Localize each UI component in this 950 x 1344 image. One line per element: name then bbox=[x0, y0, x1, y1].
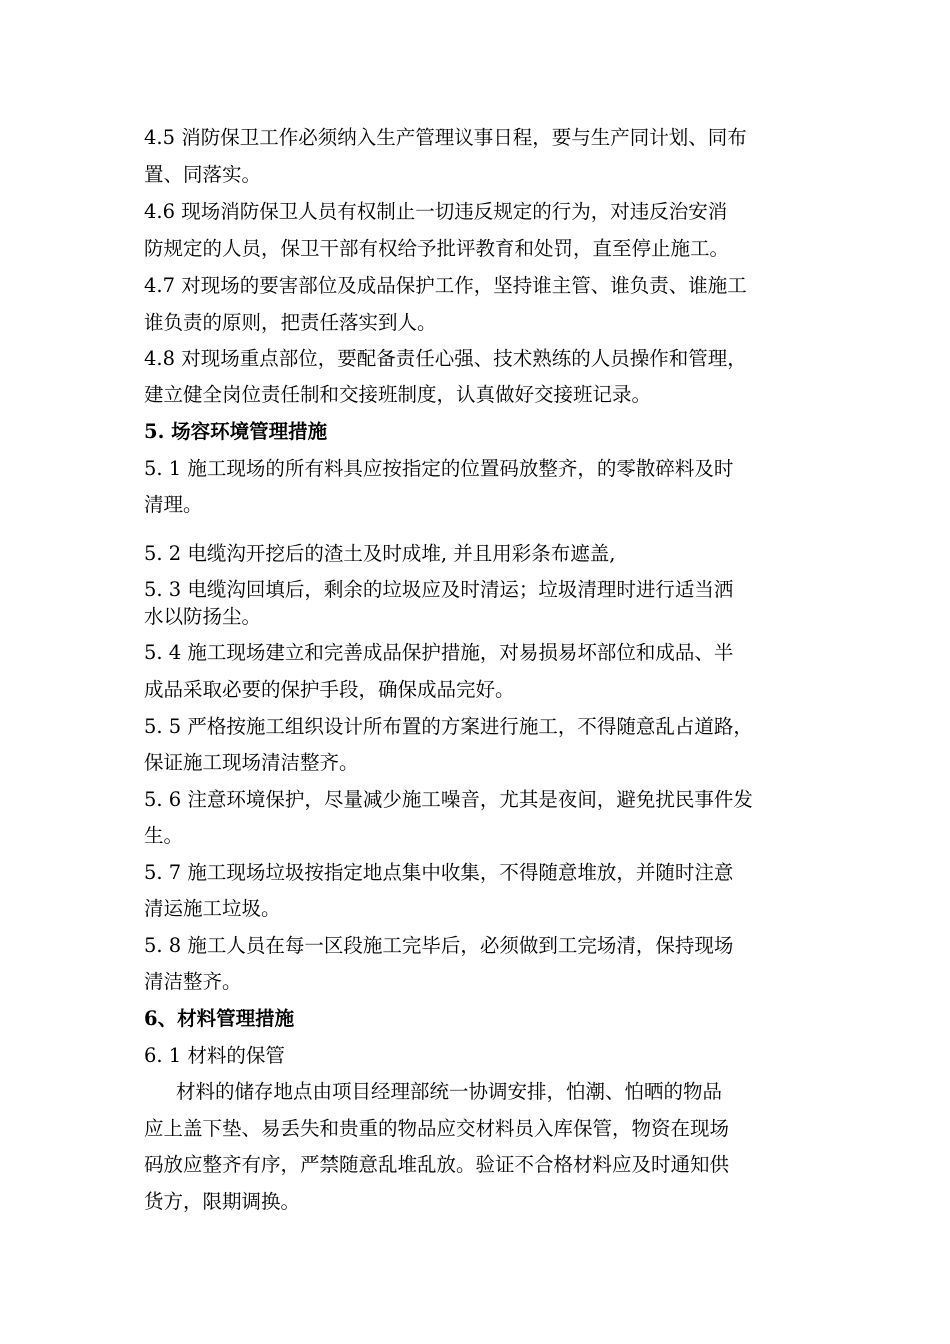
paragraph-5-5-line-1: 5. 5 严格按施工组织设计所布置的方案进行施工，不得随意乱占道路， bbox=[144, 715, 753, 738]
paragraph-6-1-line-4: 货方，限期调换。 bbox=[144, 1190, 301, 1213]
heading-subsection-6-1: 6. 1 材料的保管 bbox=[144, 1044, 285, 1067]
paragraph-4-8-line-1: 4.8 对现场重点部位，要配备责任心强、技术熟练的人员操作和管理， bbox=[144, 347, 747, 370]
paragraph-4-8-line-2: 建立健全岗位责任制和交接班制度，认真做好交接班记录。 bbox=[144, 383, 652, 406]
paragraph-5-7-line-2: 清运施工垃圾。 bbox=[144, 897, 281, 920]
paragraph-4-5-line-1: 4.5 消防保卫工作必须纳入生产管理议事日程，要与生产同计划、同布 bbox=[144, 126, 747, 149]
paragraph-5-3-line-1: 5. 3 电缆沟回填后，剩余的垃圾应及时清运；垃圾清理时进行适当洒 bbox=[144, 578, 734, 601]
paragraph-6-1-line-1: 材料的储存地点由项目经理部统一协调安排，怕潮、怕晒的物品 bbox=[176, 1080, 723, 1103]
paragraph-5-4-line-2: 成品采取必要的保护手段，确保成品完好。 bbox=[144, 678, 515, 701]
paragraph-4-7-line-1: 4.7 对现场的要害部位及成品保护工作，坚持谁主管、谁负责、谁施工 bbox=[144, 274, 747, 297]
paragraph-5-1-line-2: 清理。 bbox=[144, 493, 203, 516]
paragraph-4-7-line-2: 谁负责的原则，把责任落实到人。 bbox=[144, 311, 437, 334]
paragraph-5-6-line-2: 生。 bbox=[144, 824, 184, 847]
paragraph-5-3-line-2: 水以防扬尘。 bbox=[144, 605, 262, 628]
paragraph-5-1-line-1: 5. 1 施工现场的所有料具应按指定的位置码放整齐，的零散碎料及时 bbox=[144, 457, 734, 480]
paragraph-6-1-line-3: 码放应整齐有序，严禁随意乱堆乱放。验证不合格材料应及时通知供 bbox=[144, 1153, 730, 1176]
heading-section-5: 5. 场容环境管理措施 bbox=[144, 420, 328, 443]
paragraph-5-8-line-1: 5. 8 施工人员在每一区段施工完毕后，必须做到工完场清，保持现场 bbox=[144, 934, 734, 957]
paragraph-6-1-line-2: 应上盖下垫、易丢失和贵重的物品应交材料员入库保管，物资在现场 bbox=[144, 1117, 730, 1140]
paragraph-5-8-line-2: 清洁整齐。 bbox=[144, 970, 242, 993]
heading-section-6: 6、材料管理措施 bbox=[144, 1007, 295, 1030]
paragraph-4-6-line-2: 防规定的人员，保卫干部有权给予批评教育和处罚，直至停止施工。 bbox=[144, 237, 730, 260]
paragraph-5-2-line-1: 5. 2 电缆沟开挖后的渣土及时成堆, 并且用彩条布遮盖, bbox=[144, 542, 616, 565]
paragraph-5-7-line-1: 5. 7 施工现场垃圾按指定地点集中收集，不得随意堆放，并随时注意 bbox=[144, 861, 734, 884]
paragraph-4-6-line-1: 4.6 现场消防保卫人员有权制止一切违反规定的行为，对违反治安消 bbox=[144, 200, 728, 223]
paragraph-5-6-line-1: 5. 6 注意环境保护，尽量减少施工噪音，尤其是夜间，避免扰民事件发 bbox=[144, 788, 753, 811]
paragraph-5-5-line-2: 保证施工现场清洁整齐。 bbox=[144, 751, 359, 774]
paragraph-5-4-line-1: 5. 4 施工现场建立和完善成品保护措施，对易损易坏部位和成品、半 bbox=[144, 641, 734, 664]
paragraph-4-5-line-2: 置、同落实。 bbox=[144, 163, 262, 186]
